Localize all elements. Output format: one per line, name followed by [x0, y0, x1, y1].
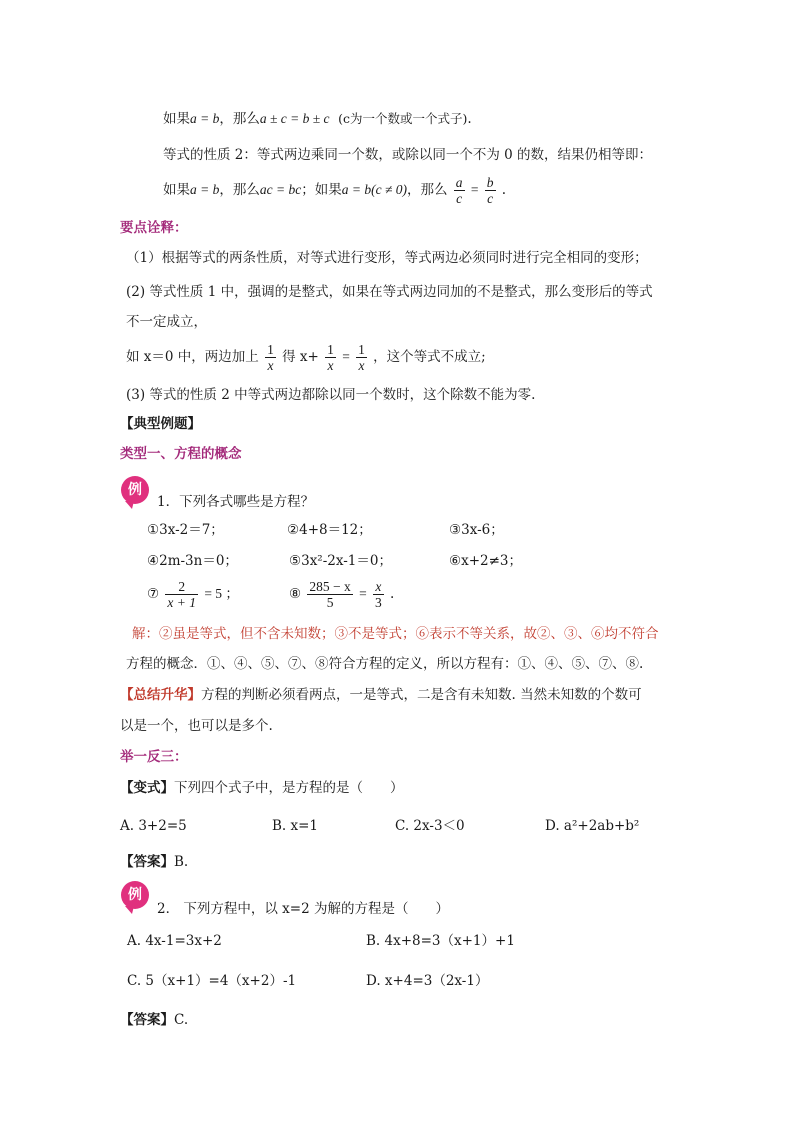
text: .	[501, 182, 507, 198]
label: ⑦	[147, 586, 160, 602]
denominator: x + 1	[167, 595, 197, 610]
variant-answer	[120, 852, 188, 872]
ex1-item-8	[289, 576, 394, 612]
fraction-x-over-3	[373, 579, 384, 610]
key-point-2c	[126, 340, 486, 374]
ex1-solution-2: 方程的概念．①、④、⑤、⑦、⑧符合方程的定义，所以方程有：①、④、⑤、⑦、⑧.	[126, 656, 644, 672]
text: ，这个等式不成立;	[373, 349, 486, 365]
numerator: 1	[358, 342, 365, 357]
ex2-option-a: A. 4x-1=3x+2	[127, 933, 222, 949]
ex1-item-5: ⑤3x²-2x-1＝0；	[289, 553, 392, 569]
math: ac = bc	[259, 182, 302, 197]
denominator: c	[487, 191, 494, 206]
math-result: a ± c = b ± c	[259, 111, 330, 126]
ex1-item-4: ④2m-3n＝0；	[147, 553, 238, 569]
label: ⑧	[289, 586, 302, 602]
denominator: 5	[326, 595, 334, 610]
ex1-item-2: ②4+8＝12；	[287, 522, 372, 538]
numerator: x	[373, 579, 384, 595]
variant-label: 【变式】	[120, 780, 174, 796]
ex2-option-d: D. x+4=3（2x-1）	[366, 973, 489, 989]
type1-heading: 类型一、方程的概念	[120, 446, 242, 462]
denominator: 3	[375, 595, 382, 610]
ex1-solution-1: 解：②虽是等式，但不含未知数；③不是等式；⑥表示不等关系，故②、③、⑥均不符合	[132, 626, 659, 642]
math: a = b	[190, 182, 220, 197]
equals-sign: =	[342, 349, 350, 364]
examples-heading: 【典型例题】	[120, 416, 201, 432]
text: .	[390, 586, 395, 602]
fraction-2-over-x-plus-1	[165, 579, 198, 610]
ex1-item-1: ①3x-2＝7；	[147, 522, 224, 538]
variant-option-d: D. a²+2ab+b²	[545, 818, 640, 834]
key-point-1: （1）根据等式的两条性质，对等式进行变形，等式两边必须同时进行完全相同的变形；	[126, 250, 648, 266]
denominator: c	[456, 191, 463, 206]
ex2-answer	[120, 1010, 188, 1030]
example-badge-icon: 例	[121, 476, 149, 504]
text: ，那么	[219, 182, 260, 198]
property2-title: 等式的性质 2：等式两边乘同一个数，或除以同一个不为 0 的数，结果仍相等即：	[163, 147, 653, 163]
text: ；如果	[301, 182, 342, 198]
text: 得 x+	[282, 349, 319, 365]
fraction-1-over-x	[356, 342, 367, 373]
example1-question: 1．下列各式哪些是方程？	[157, 494, 315, 510]
variant-option-c: C. 2x-3＜0	[395, 818, 465, 834]
example2-question: 2． 下列方程中，以 x=2 为解的方程是（ ）	[157, 901, 449, 917]
ex2-option-c: C. 5（x+1）=4（x+2）-1	[127, 973, 297, 989]
question-text: 下列四个式子中，是方程的是（ ）	[174, 780, 404, 796]
example-badge-icon: 例	[121, 881, 149, 909]
answer-label: 【答案】	[120, 854, 174, 870]
text: .	[467, 111, 472, 127]
numerator: b	[486, 175, 494, 190]
fraction-1-over-x	[265, 342, 276, 373]
denominator: x	[267, 358, 274, 373]
math-condition: a = b	[190, 111, 220, 126]
variant-question	[120, 778, 404, 798]
numerator: 285 − x	[309, 579, 351, 594]
equals-sign: =	[359, 586, 367, 601]
ex1-item-6: ⑥x+2≠3；	[449, 553, 523, 569]
numerator: 1	[267, 342, 274, 357]
text: 如果	[163, 111, 190, 127]
practice-heading: 举一反三：	[120, 749, 188, 765]
key-point-2b: 不一定成立，	[126, 314, 207, 330]
variant-option-b: B. x=1	[272, 818, 319, 834]
variant-option-a: A. 3+2=5	[120, 818, 187, 834]
math: a = b(c ≠ 0)	[341, 182, 407, 197]
summary-line-2: 以是一个，也可以是多个.	[120, 718, 273, 734]
numerator: a	[455, 175, 463, 190]
numerator: 1	[327, 342, 334, 357]
fraction-1-over-x	[325, 342, 336, 373]
summary-label: 【总结升华】	[120, 687, 201, 703]
numerator: 2	[165, 579, 198, 595]
summary-line-1	[120, 685, 642, 705]
answer-label: 【答案】	[120, 1012, 174, 1028]
summary-text: 方程的判断必须看两点，一是等式，二是含有未知数. 当然未知数的个数可	[201, 687, 642, 703]
fraction-285-minus-x-over-5	[307, 579, 352, 610]
note: (c为一个数或一个式子)	[338, 111, 468, 126]
fraction-b-over-c	[485, 175, 496, 206]
ex1-item-7	[147, 576, 239, 612]
equals-sign: =	[470, 182, 479, 197]
answer-value: C.	[174, 1012, 189, 1028]
property1-line	[163, 109, 472, 129]
key-point-2a: (2) 等式性质 1 中，强调的是整式，如果在等式两边同加的不是整式，那么变形后的等式	[126, 284, 653, 300]
key-points-heading: 要点诠释：	[120, 220, 188, 236]
denominator: x	[358, 358, 365, 373]
answer-value: B.	[174, 854, 189, 870]
key-point-3: (3) 等式的性质 2 中等式两边都除以同一个数时，这个除数不能为零.	[126, 387, 536, 403]
ex1-item-3: ③3x-6；	[449, 522, 504, 538]
text: ，那么	[219, 111, 260, 127]
ex2-option-b: B. 4x+8=3（x+1）+1	[366, 933, 515, 949]
text: 如 x＝0 中，两边加上	[126, 349, 259, 365]
rhs: = 5 ；	[204, 586, 239, 601]
text: 如果	[163, 182, 190, 198]
text: ，那么	[406, 182, 448, 198]
fraction-a-over-c	[454, 175, 465, 206]
property2-line	[163, 173, 506, 207]
denominator: x	[327, 358, 334, 373]
